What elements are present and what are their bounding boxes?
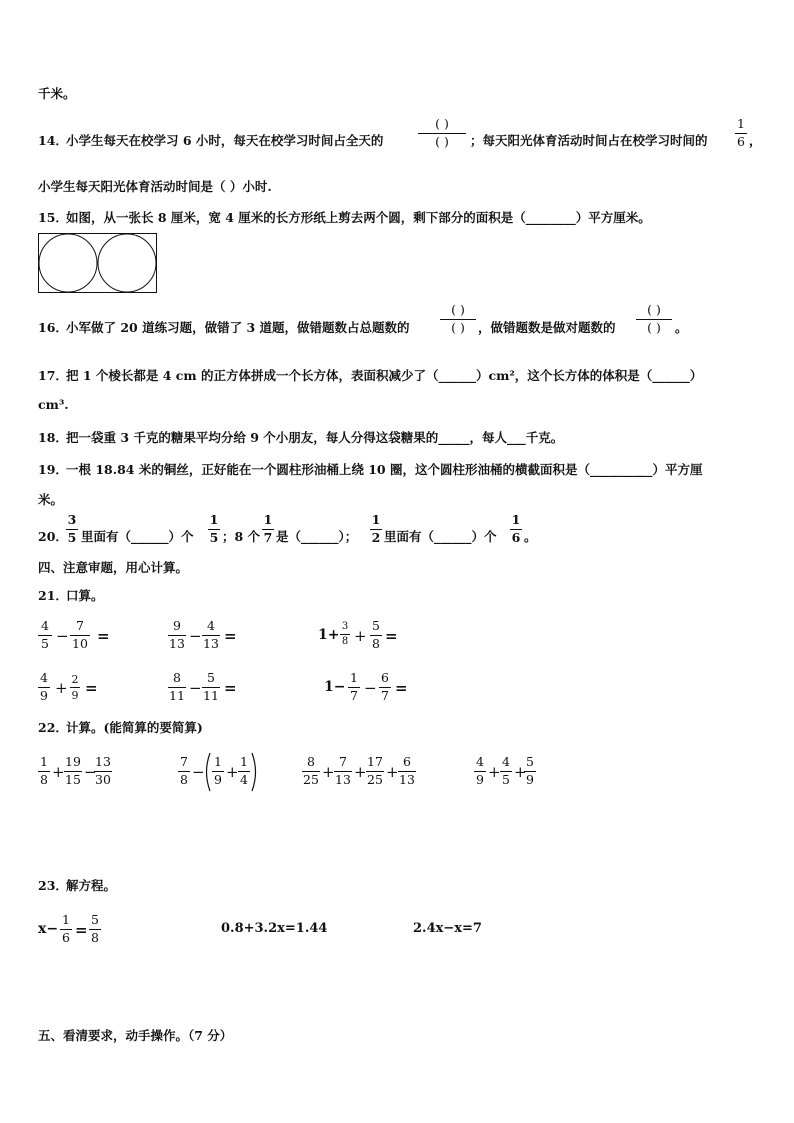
question-title: 解方程。 (66, 878, 117, 893)
question-number: 18． (38, 430, 68, 445)
fraction-denominator: 8 (372, 635, 380, 651)
equals-sign: = (395, 679, 408, 697)
question-text: 是（______）； (276, 529, 358, 544)
fraction-denominator: ( ) (647, 319, 661, 335)
fraction-numerator: 6 (381, 670, 389, 685)
question-text-line2: cm³. (38, 397, 69, 412)
fraction-denominator: 8 (341, 636, 349, 647)
operator: + (55, 679, 68, 697)
question-title: 计算。(能简算的要简算) (66, 720, 203, 735)
question-text: ；8 个 (222, 529, 261, 544)
operator: − (189, 627, 202, 645)
fraction-numerator: 6 (403, 754, 411, 769)
leading-term: 1− (324, 679, 346, 695)
fraction-denominator: 6 (511, 529, 521, 545)
fraction (38, 672, 50, 702)
fraction (208, 514, 220, 544)
fraction (38, 620, 52, 650)
fraction-denominator: 6 (62, 929, 70, 945)
fraction-denominator: 9 (214, 771, 222, 787)
fraction-numerator: 7 (339, 754, 347, 769)
question-text: 。 (524, 529, 537, 544)
question-text: 把 1 个棱长都是 4 cm 的正方体拼成一个长方体，表面积减少了（______）cm²，这个长方体的体积是（______） (66, 368, 703, 383)
fraction-numerator: 1 (371, 512, 381, 527)
equals-sign: = (97, 627, 110, 645)
question-number: 22． (38, 720, 68, 735)
fraction-numerator: 5 (91, 912, 99, 927)
operator: + (354, 763, 367, 781)
fraction (370, 620, 382, 650)
question-text: ，做错题数是做对题数的 (478, 320, 616, 335)
fraction (340, 622, 350, 647)
fraction-denominator: 9 (71, 689, 79, 702)
fraction-numerator: ( ) (435, 116, 449, 131)
fraction-numerator: 5 (526, 754, 534, 769)
fraction-denominator: ( ) (451, 319, 465, 335)
fraction-numerator: 7 (76, 618, 84, 633)
operator: + (386, 763, 399, 781)
question-text: 把一袋重 3 千克的糖果平均分给 9 个小朋友，每人分得这袋糖果的_____，每人___千克。 (66, 430, 564, 445)
question-text: 小学生每天在校学习 6 小时，每天在校学习时间占全天的 (66, 133, 384, 148)
operator: + (322, 763, 335, 781)
fraction-numerator: 17 (367, 754, 383, 769)
circle-left (39, 234, 97, 292)
right-parenthesis (251, 752, 259, 792)
equation-3: 2.4x−x=7 (413, 921, 482, 936)
fraction-numerator: 4 (207, 618, 215, 633)
question-text: ， (749, 133, 762, 148)
fraction-numerator: 1 (214, 754, 222, 769)
fraction-numerator: 5 (207, 670, 215, 685)
question-number: 16． (38, 320, 68, 335)
fraction-numerator: 4 (502, 754, 510, 769)
question-text-line2: 米。 (38, 492, 64, 507)
question-text: 一根 18.84 米的铜丝，正好能在一个圆柱形油桶上绕 10 圈，这个圆柱形油桶的横截面积是（__________）平方厘 (66, 462, 703, 477)
operator: + (354, 627, 367, 645)
fraction-denominator: 25 (303, 771, 319, 787)
question-number: 21． (38, 588, 68, 603)
question-text: 小军做了 20 道练习题，做错了 3 道题，做错题数占总题数的 (66, 320, 410, 335)
fraction-numerator: 1 (350, 670, 358, 685)
leading-term: 1+ (318, 627, 340, 643)
fraction (70, 674, 80, 701)
fraction (202, 620, 220, 650)
fraction-denominator: 7 (381, 687, 389, 703)
question-title: 口算。 (66, 588, 104, 603)
fraction (89, 914, 101, 944)
fraction (474, 756, 486, 786)
fraction-numerator: 1 (240, 754, 248, 769)
fraction (38, 756, 50, 786)
fraction-numerator: 1 (40, 754, 48, 769)
continued-line: 千米。 (38, 86, 76, 101)
fraction-numerator: 4 (476, 754, 484, 769)
question-text: ；每天阳光体育活动时间占在校学习时间的 (470, 133, 708, 148)
equals-sign: = (224, 627, 237, 645)
fraction-numerator: 1 (209, 512, 219, 527)
fraction-denominator: 2 (371, 529, 381, 545)
fraction-denominator: 11 (203, 687, 219, 703)
fraction-numerator: ( ) (451, 302, 465, 317)
fraction (524, 756, 536, 786)
question-text: 如图，从一张长 8 厘米，宽 4 厘米的长方形纸上剪去两个圆，剩下部分的面积是（________）平方厘米。 (66, 210, 651, 225)
fraction-denominator: 7 (263, 529, 273, 545)
fraction-numerator: 2 (71, 673, 79, 686)
fraction-numerator: ( ) (647, 302, 661, 317)
fraction-numerator: 1 (511, 512, 521, 527)
question-text: 里面有（______）个 (384, 529, 497, 544)
equals-sign: = (224, 679, 237, 697)
fraction-numerator: 13 (95, 754, 111, 769)
fraction-numerator: 4 (40, 670, 48, 685)
fraction (238, 756, 250, 786)
fraction-denominator: 5 (41, 635, 49, 651)
operator: − (192, 763, 205, 781)
fraction-numerator: 9 (173, 618, 181, 633)
question-text: 里面有（______）个 (81, 529, 194, 544)
question-number: 17． (38, 368, 68, 383)
question-number: 20． (38, 529, 68, 544)
fraction-numerator: 5 (372, 618, 380, 633)
fraction-numerator: 8 (307, 754, 315, 769)
fraction (510, 514, 522, 544)
fraction (60, 914, 72, 944)
circle-right (98, 234, 156, 292)
fraction-denominator: 7 (350, 687, 358, 703)
fraction-numerator: 4 (41, 618, 49, 633)
fraction (212, 756, 224, 786)
fraction (202, 672, 220, 702)
fraction-numerator: 3 (341, 621, 349, 632)
fraction-denominator: 15 (65, 771, 81, 787)
fraction-denominator: 30 (95, 771, 111, 787)
fraction (334, 756, 352, 786)
fraction-denominator: 25 (367, 771, 383, 787)
fraction-denominator: 5 (67, 529, 77, 545)
operator: − (189, 679, 202, 697)
fraction-denominator: 13 (169, 635, 185, 651)
fraction-denominator: 5 (209, 529, 219, 545)
section-heading-5: 五、看清要求，动手操作。（7 分） (38, 1028, 233, 1043)
section-heading-4: 四、注意审题，用心计算。 (38, 560, 189, 575)
rectangle-two-circles-figure (38, 233, 158, 294)
fraction-denominator: 8 (180, 771, 188, 787)
fraction (64, 756, 82, 786)
fraction-numerator: 19 (65, 754, 81, 769)
fraction-denominator: 5 (502, 771, 510, 787)
question-number: 15． (38, 210, 68, 225)
fraction-denominator: 11 (169, 687, 185, 703)
question-number: 14． (38, 133, 68, 148)
fraction-denominator: 6 (737, 133, 745, 149)
question-text-line2: 小学生每天阳光体育活动时间是（ ）小时. (38, 179, 272, 194)
fraction (66, 514, 78, 544)
fraction-numerator: 1 (263, 512, 273, 527)
operator: − (364, 679, 377, 697)
fraction-denominator: 13 (399, 771, 415, 787)
left-parenthesis (203, 752, 211, 792)
fraction (735, 118, 747, 148)
equals-sign: = (85, 679, 98, 697)
answer-fraction (636, 304, 672, 334)
fraction (168, 672, 186, 702)
equation-lead: x− (38, 921, 59, 937)
operator: − (84, 763, 97, 781)
fraction (379, 672, 391, 702)
fraction (168, 620, 186, 650)
equals-sign: = (75, 921, 88, 939)
operator: + (52, 763, 65, 781)
fraction-bar (340, 634, 350, 635)
fraction-denominator: 9 (476, 771, 484, 787)
fraction (70, 620, 90, 650)
fraction-denominator: ( ) (435, 133, 449, 149)
fraction (500, 756, 512, 786)
fraction (370, 514, 382, 544)
fraction (302, 756, 320, 786)
fraction-denominator: 8 (91, 929, 99, 945)
question-number: 23． (38, 878, 68, 893)
fraction (398, 756, 416, 786)
fraction-bar (70, 687, 80, 688)
fraction-denominator: 9 (40, 687, 48, 703)
operator: + (488, 763, 501, 781)
equals-sign: = (385, 627, 398, 645)
fraction-denominator: 13 (203, 635, 219, 651)
fraction-numerator: 8 (173, 670, 181, 685)
fraction-numerator: 1 (737, 116, 745, 131)
equation-2: 0.8+3.2x=1.44 (221, 921, 328, 936)
answer-fraction (418, 118, 466, 148)
fraction-numerator: 1 (62, 912, 70, 927)
fraction (262, 514, 274, 544)
fraction (94, 756, 112, 786)
fraction-denominator: 13 (335, 771, 351, 787)
fraction (178, 756, 190, 786)
operator: + (514, 763, 527, 781)
answer-fraction (440, 304, 476, 334)
fraction-numerator: 7 (180, 754, 188, 769)
question-text: 。 (675, 320, 688, 335)
fraction-denominator: 4 (240, 771, 248, 787)
question-number: 19． (38, 462, 68, 477)
fraction-denominator: 10 (72, 635, 88, 651)
fraction-denominator: 9 (526, 771, 534, 787)
fraction-denominator: 8 (40, 771, 48, 787)
operator: − (56, 627, 69, 645)
operator: + (226, 763, 239, 781)
fraction-numerator: 3 (67, 512, 77, 527)
fraction (366, 756, 384, 786)
fraction (348, 672, 360, 702)
